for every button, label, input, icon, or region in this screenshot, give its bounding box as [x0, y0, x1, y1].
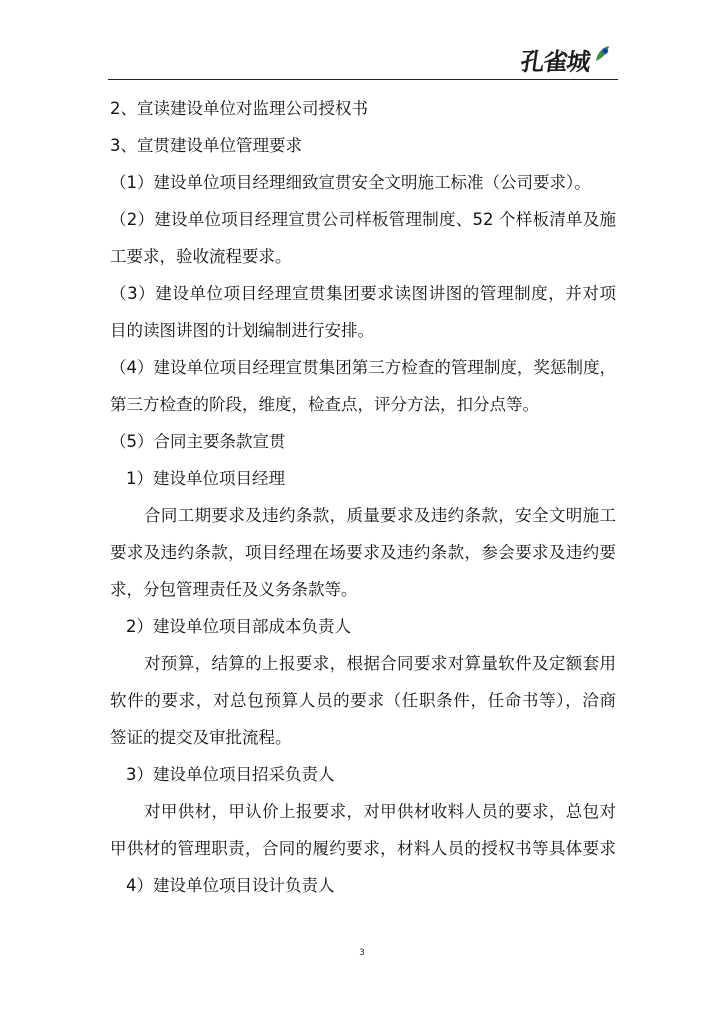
paragraph-line: 软件的要求，对总包预算人员的要求（任职条件，任命书等），洽商	[110, 691, 616, 710]
section-heading: 2、宣读建设单位对监理公司授权书	[110, 99, 368, 118]
paragraph-line: 第三方检查的阶段，维度，检查点，评分方法，扣分点等。	[110, 395, 539, 414]
subsection-heading: 4）建设单位项目设计负责人	[126, 876, 335, 895]
paragraph-line: 甲供材的管理职责，合同的履约要求，材料人员的授权书等具体要求	[110, 839, 616, 858]
paragraph-line: 对甲供材，甲认价上报要求，对甲供材收料人员的要求，总包对	[144, 802, 616, 821]
paragraph-line: 工要求，验收流程要求。	[110, 247, 292, 266]
paragraph-line: （2）建设单位项目经理宣贯公司样板管理制度、52 个样板清单及施	[110, 210, 616, 229]
list-item: （1）建设单位项目经理细致宣贯安全文明施工标准（公司要求）。	[110, 173, 591, 192]
paragraph-line: 要求及违约条款，项目经理在场要求及违约条款，参会要求及违约要	[110, 543, 616, 562]
subsection-heading: 2）建设单位项目部成本负责人	[126, 617, 351, 636]
paragraph-line: 合同工期要求及违约条款，质量要求及违约条款，安全文明施工	[144, 506, 616, 525]
logo-text: 孔雀城	[518, 48, 592, 76]
page-header	[108, 38, 618, 80]
paragraph-line: 对预算，结算的上报要求，根据合同要求对算量软件及定额套用	[144, 654, 616, 673]
document-body	[110, 90, 616, 904]
page-number: 3	[359, 948, 365, 958]
paragraph-line: （3）建设单位项目经理宣贯集团要求读图讲图的管理制度，并对项	[110, 284, 616, 303]
paragraph-line: 签证的提交及审批流程。	[110, 728, 292, 747]
paragraph-line: （4）建设单位项目经理宣贯集团第三方检查的管理制度，奖惩制度，	[110, 358, 616, 377]
subsection-heading: 1）建设单位项目经理	[126, 469, 285, 488]
paragraph-line: 目的读图讲图的计划编制进行安排。	[110, 321, 374, 340]
subsection-heading: 3）建设单位项目招采负责人	[126, 765, 335, 784]
section-heading: 3、宣贯建设单位管理要求	[110, 136, 302, 155]
paragraph-line: 求，分包管理责任及义务条款等。	[110, 580, 358, 599]
header-divider	[108, 79, 618, 80]
company-logo	[518, 42, 612, 77]
list-item: （5）合同主要条款宣贯	[110, 432, 286, 451]
peacock-feather-icon	[592, 44, 612, 64]
